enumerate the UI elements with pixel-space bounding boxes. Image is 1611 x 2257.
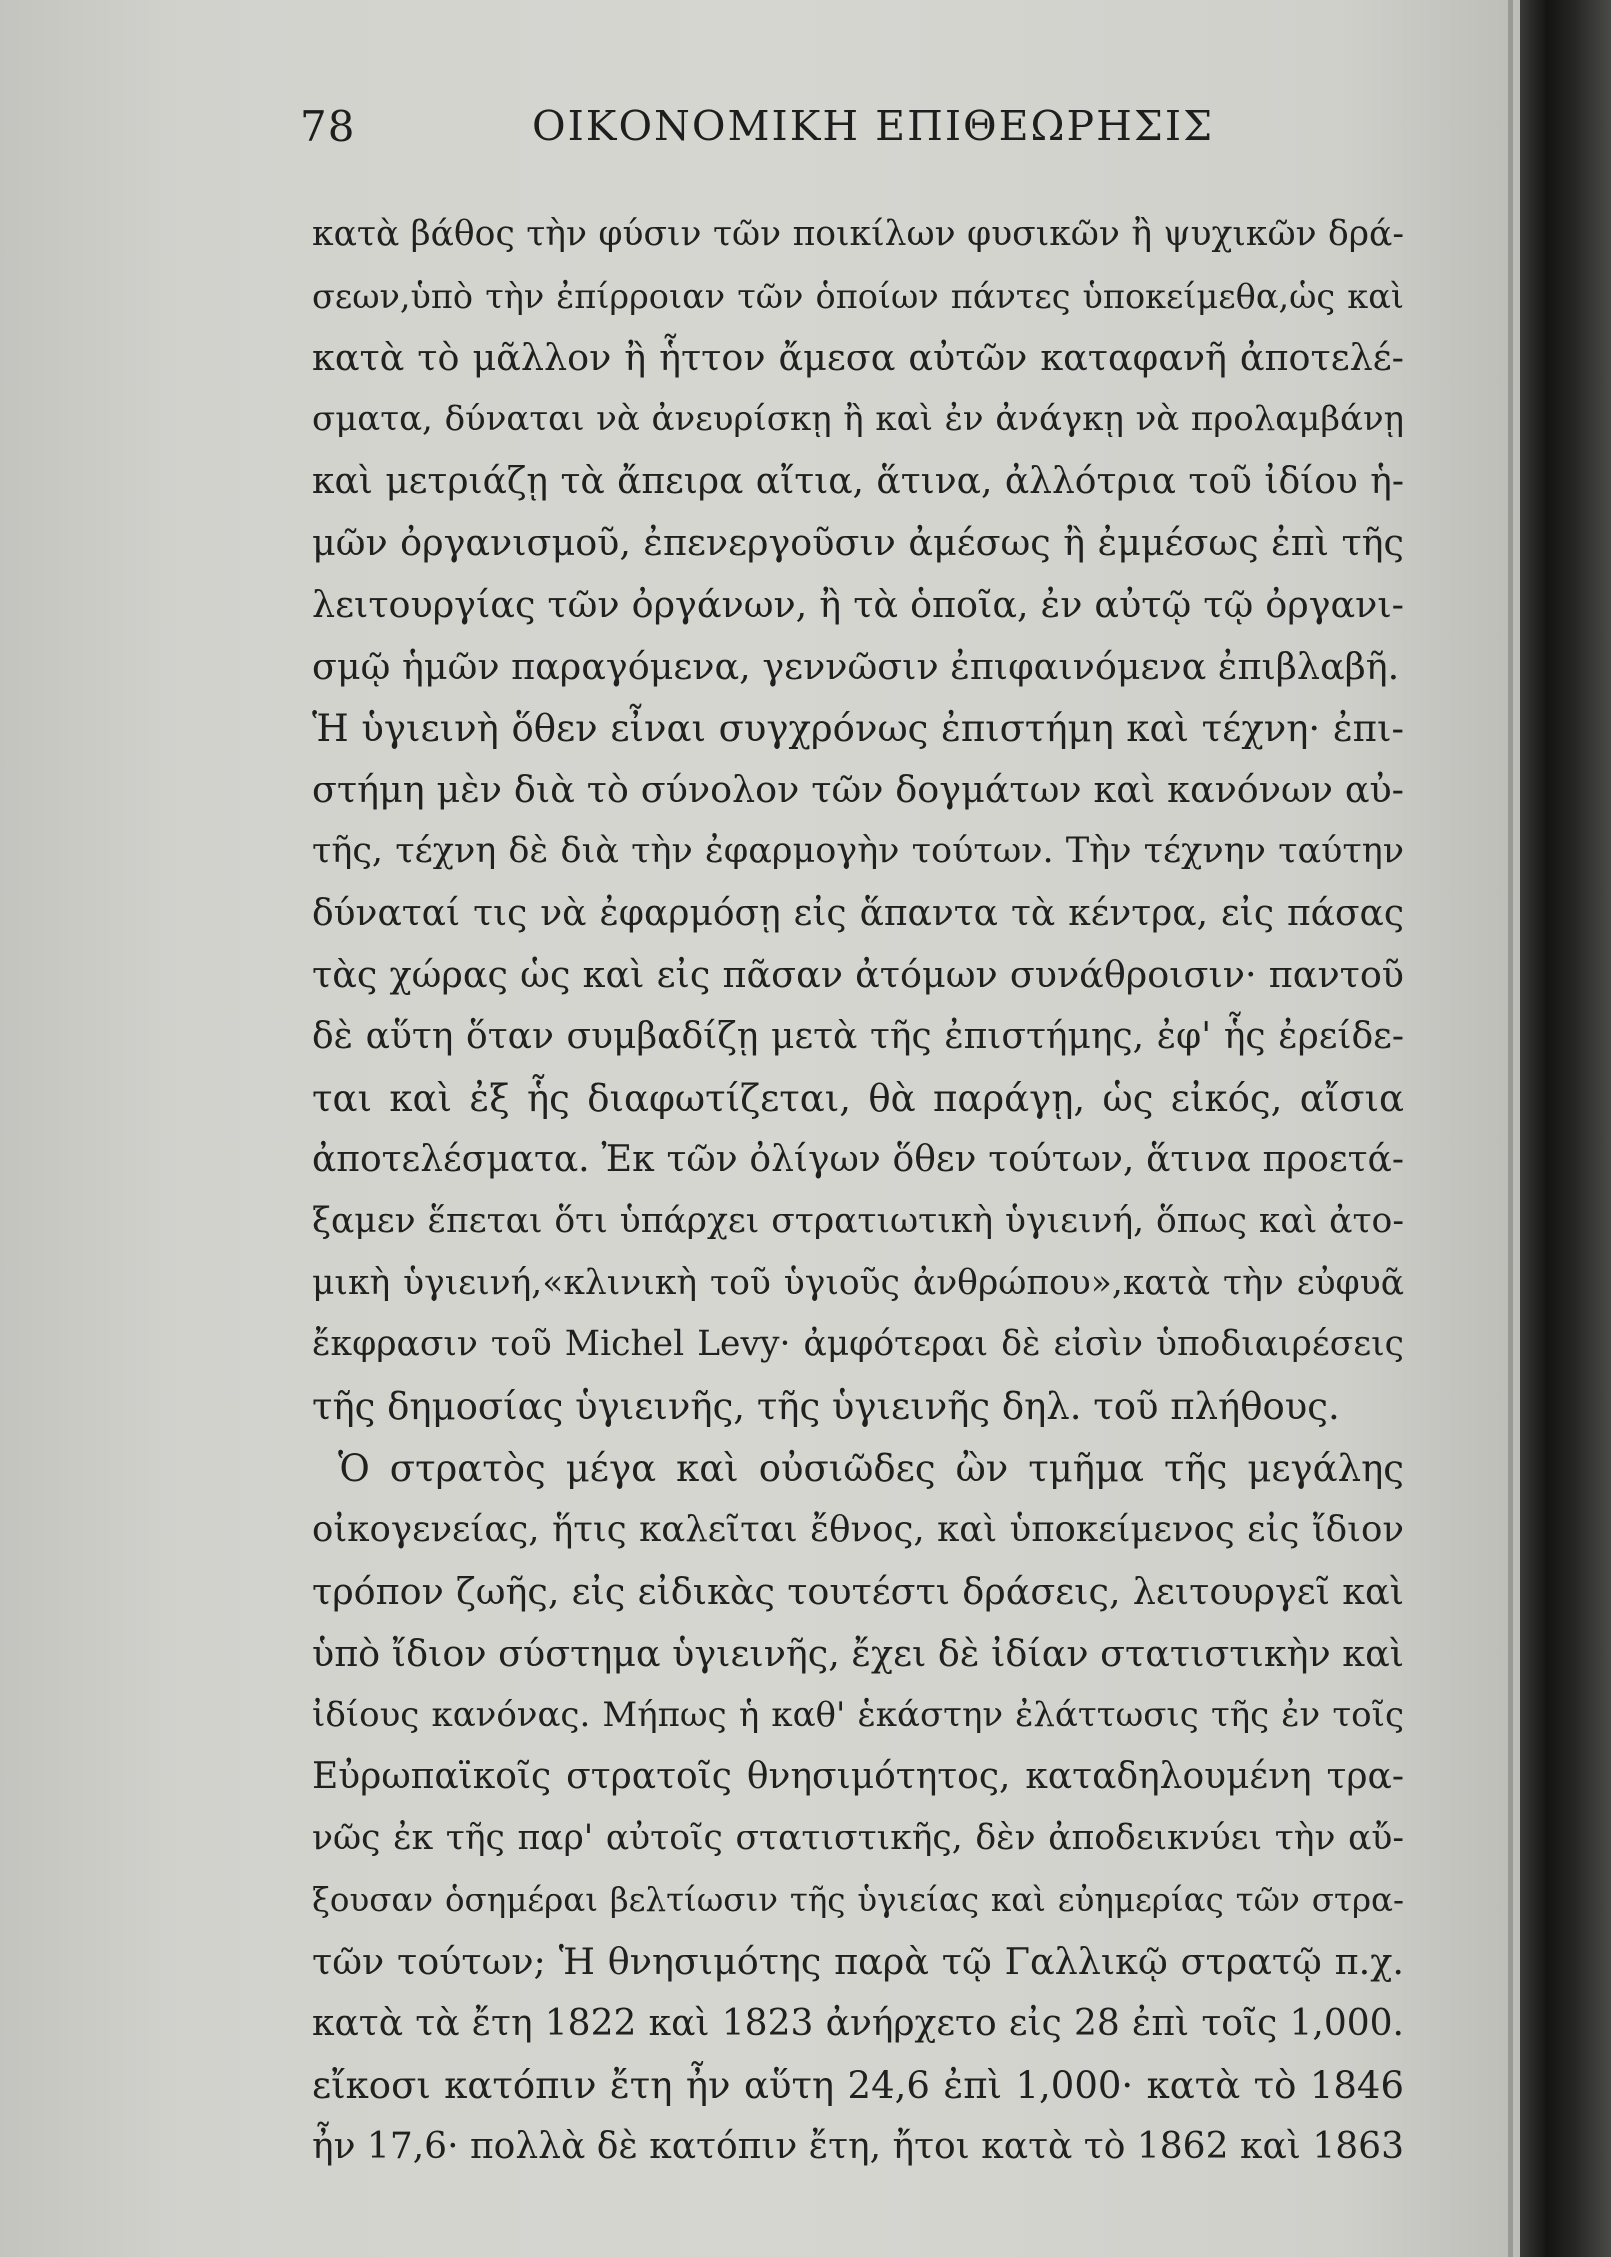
text-line: μῶν ὀργανισμοῦ, ἐπενεργοῦσιν ἀμέσως ἢ ἐμμέσως ἐπὶ τῆς [312,521,1404,565]
text-line: Ὁ στρατὸς μέγα καὶ οὐσιῶδες ὢν τμῆμα τῆς μεγάλης [338,1446,1404,1490]
text-line: στήμη μὲν διὰ τὸ σύνολον τῶν δογμάτων καὶ κανόνων αὐ- [312,768,1404,812]
text-line: ἰδίους κανόνας. Μήπως ἡ καθ' ἑκάστην ἐλάττωσις τῆς ἐν τοῖς [312,1694,1404,1735]
book-spine [1520,0,1611,2257]
text-line: κατὰ τὰ ἔτη 1822 καὶ 1823 ἀνήρχετο εἰς 28 ἐπὶ τοῖς 1,000. [312,2002,1404,2044]
text-line: τῆς, τέχνη δὲ διὰ τὴν ἐφαρμογὴν τούτων. Τὴν τέχνην ταύτην [312,830,1404,871]
text-line: ξαμεν ἕπεται ὅτι ὑπάρχει στρατιωτικὴ ὑγιεινή, ὅπως καὶ ἀτο- [312,1201,1404,1241]
page-number: 78 [300,102,356,151]
text-line: ἀποτελέσματα. Ἐκ τῶν ὀλίγων ὅθεν τούτων, ἅτινα προετά- [312,1139,1404,1181]
text-line: σμῷ ἡμῶν παραγόμενα, γεννῶσιν ἐπιφαινόμενα ἐπιβλαβῆ. [312,644,1400,688]
text-line: ἦν 17,6· πολλὰ δὲ κατόπιν ἔτη, ἤτοι κατὰ τὸ 1862 καὶ 1863 [312,2126,1404,2168]
text-line: μικὴ ὑγιεινή,«κλινικὴ τοῦ ὑγιοῦς ἀνθρώπου»,κατὰ τὴν εὐφυᾶ [312,1262,1404,1303]
text-line: ὑπὸ ἴδιον σύστημα ὑγιεινῆς, ἔχει δὲ ἰδίαν στατιστικὴν καὶ [312,1631,1404,1675]
text-line: Ἡ ὑγιεινὴ ὅθεν εἶναι συγχρόνως ἐπιστήμη καὶ τέχνη· ἐπι- [312,706,1404,750]
body-text [312,204,1404,2178]
text-line: Εὐρωπαϊκοῖς στρατοῖς θνησιμότητος, καταδηλουμένη τρα- [312,1756,1404,1798]
text-line: νῶς ἐκ τῆς παρ' αὐτοῖς στατιστικῆς, δὲν ἀποδεικνύει τὴν αὔ- [312,1817,1404,1858]
text-line: ται καὶ ἐξ ἧς διαφωτίζεται, θὰ παράγῃ, ὡς εἰκός, αἴσια [312,1076,1404,1120]
text-line: οἰκογενείας, ἥτις καλεῖται ἔθνος, καὶ ὑποκείμενος εἰς ἴδιον [312,1509,1404,1551]
text-line: κατὰ βάθος τὴν φύσιν τῶν ποικίλων φυσικῶν ἢ ψυχικῶν δρά- [312,214,1404,254]
text-line: λειτουργίας τῶν ὀργάνων, ἢ τὰ ὁποῖα, ἐν αὐτῷ τῷ ὀργανι- [312,583,1404,627]
text-line: δύναταί τις νὰ ἐφαρμόσῃ εἰς ἅπαντα τὰ κέντρα, εἰς πάσας [312,892,1404,934]
text-line: τῶν τούτων; Ἡ θνησιμότης παρὰ τῷ Γαλλικῷ στρατῷ π.χ. [312,1940,1404,1984]
text-line: τὰς χώρας ὡς καὶ εἰς πᾶσαν ἀτόμων συνάθροισιν· παντοῦ [312,953,1404,997]
text-line: τῆς δημοσίας ὑγιεινῆς, τῆς ὑγιεινῆς δηλ. τοῦ πλήθους. [312,1385,1340,1429]
text-line: σματα, δύναται νὰ ἀνευρίσκῃ ἢ καὶ ἐν ἀνάγκῃ νὰ προλαμβάνῃ [312,399,1404,440]
running-title: ΟΙΚΟΝΟΜΙΚΗ ΕΠΙΘΕΩΡΗΣΙΣ [532,102,1215,150]
text-line: δὲ αὕτη ὅταν συμβαδίζῃ μετὰ τῆς ἐπιστήμης, ἐφ' ἧς ἐρείδε- [312,1015,1404,1057]
text-line: σεων,ὑπὸ τὴν ἐπίρροιαν τῶν ὁποίων πάντες ὑποκείμεθα,ὡς καὶ [312,276,1404,316]
text-line: ἔκφρασιν τοῦ Michel Levy· ἀμφότεραι δὲ εἰσὶν ὑποδιαιρέσεις [312,1324,1404,1365]
page-edge [1508,0,1513,2257]
text-line: εἴκοσι κατόπιν ἔτη ἦν αὕτη 24,6 ἐπὶ 1,000· κατὰ τὸ 1846 [312,2063,1404,2107]
page-header [300,102,1400,162]
text-line: καὶ μετριάζῃ τὰ ἄπειρα αἴτια, ἅτινα, ἀλλότρια τοῦ ἰδίου ἡ- [312,460,1404,502]
text-line: ξουσαν ὁσημέραι βελτίωσιν τῆς ὑγιείας καὶ εὐημερίας τῶν στρα- [312,1880,1404,1919]
text-line: κατὰ τὸ μᾶλλον ἢ ἧττον ἄμεσα αὐτῶν καταφανῆ ἀποτελέ- [312,336,1404,380]
text-line: τρόπον ζωῆς, εἰς εἰδικὰς τουτέστι δράσεις, λειτουργεῖ καὶ [312,1570,1404,1614]
